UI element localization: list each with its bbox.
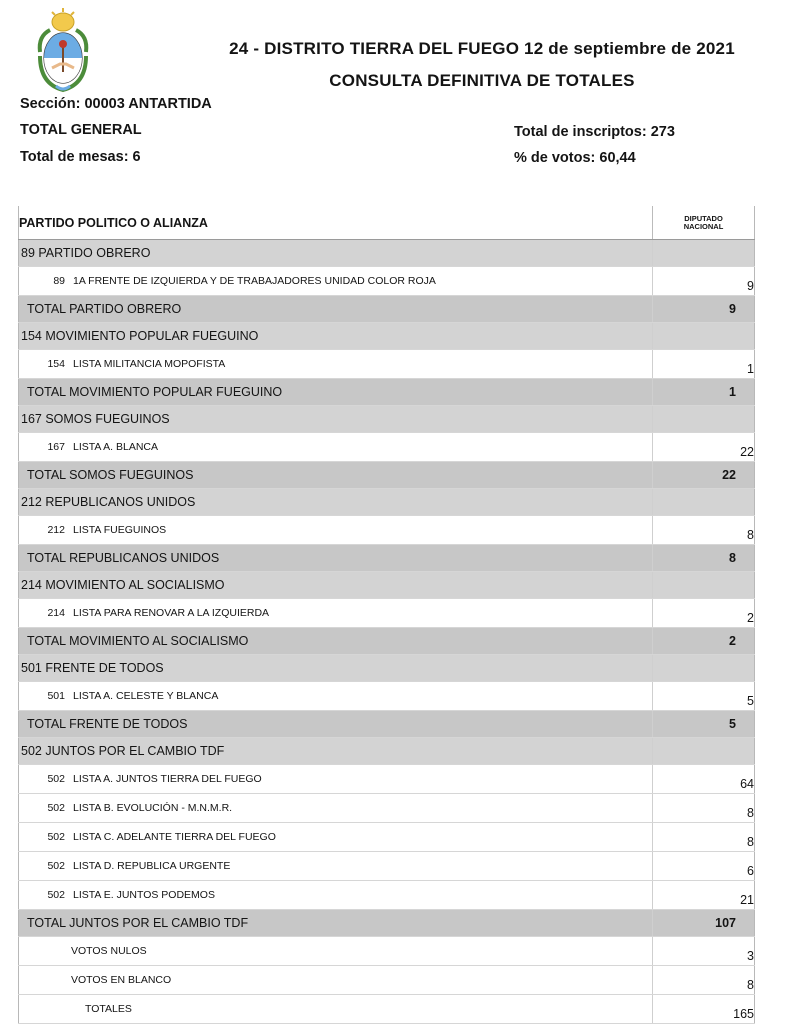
row-name: LISTA PARA RENOVAR A LA IZQUIERDA	[73, 607, 270, 619]
row-name: LISTA D. REPUBLICA URGENTE	[73, 860, 231, 872]
row-name: LISTA A. BLANCA	[73, 441, 159, 453]
row-name: LISTA A. CELESTE Y BLANCA	[73, 690, 219, 702]
row-name-cell	[19, 852, 653, 881]
row-votes: 6	[653, 852, 755, 881]
row-name-cell	[19, 350, 653, 379]
party-row	[19, 323, 755, 350]
row-name: TOTAL REPUBLICANOS UNIDOS	[27, 551, 220, 565]
row-name-cell	[19, 910, 653, 937]
row-name-cell	[19, 545, 653, 572]
row-name-cell	[19, 655, 653, 682]
list-code: 501	[47, 690, 65, 702]
results-table	[18, 206, 755, 1024]
row-name: 501 FRENTE DE TODOS	[21, 661, 164, 675]
row-name-cell	[19, 966, 653, 995]
row-name: 212 REPUBLICANOS UNIDOS	[21, 495, 196, 509]
party-row	[19, 655, 755, 682]
row-name: TOTAL MOVIMIENTO POPULAR FUEGUINO	[27, 385, 283, 399]
list-code: 154	[47, 358, 65, 370]
row-votes: 8	[653, 516, 755, 545]
row-name: 154 MOVIMIENTO POPULAR FUEGUINO	[21, 329, 259, 343]
row-votes	[653, 655, 755, 682]
row-votes: 3	[653, 937, 755, 966]
seccion-label: Sección: 00003 ANTARTIDA	[20, 96, 212, 112]
row-name-cell	[19, 433, 653, 462]
row-name: LISTA C. ADELANTE TIERRA DEL FUEGO	[73, 831, 276, 843]
list-code: 167	[47, 441, 65, 453]
list-row	[19, 433, 755, 462]
row-name: VOTOS NULOS	[71, 945, 147, 957]
row-votes	[653, 406, 755, 433]
total-row	[19, 545, 755, 572]
row-name: TOTAL PARTIDO OBRERO	[27, 302, 182, 316]
pct-votos-label: % de votos: 60,44	[514, 150, 636, 166]
row-name-cell	[19, 937, 653, 966]
party-row	[19, 738, 755, 765]
row-name-cell	[19, 572, 653, 599]
list-row	[19, 881, 755, 910]
row-name: TOTALES	[85, 1003, 132, 1015]
row-name-cell	[19, 489, 653, 516]
total-mesas-label: Total de mesas: 6	[20, 149, 141, 165]
party-row	[19, 572, 755, 599]
row-name: LISTA MILITANCIA MOPOFISTA	[73, 358, 226, 370]
list-row	[19, 852, 755, 881]
header-diputado-nacional	[653, 206, 755, 240]
list-code: 212	[47, 524, 65, 536]
row-name: 167 SOMOS FUEGUINOS	[21, 412, 170, 426]
row-name: TOTAL JUNTOS POR EL CAMBIO TDF	[27, 916, 249, 930]
header-diputado-nacional-label: DIPUTADO NACIONAL	[683, 213, 724, 231]
row-name-cell	[19, 765, 653, 794]
row-name: 1A FRENTE DE IZQUIERDA Y DE TRABAJADORES UNIDAD COLOR ROJA	[73, 275, 436, 287]
row-name-cell	[19, 267, 653, 296]
total-inscriptos-label: Total de inscriptos: 273	[514, 124, 675, 140]
row-name-cell	[19, 379, 653, 406]
row-name-cell	[19, 406, 653, 433]
report-title: 24 - DISTRITO TIERRA DEL FUEGO 12 de septiembre de 2021	[229, 39, 735, 58]
list-row	[19, 682, 755, 711]
row-votes: 22	[653, 462, 755, 489]
row-name: TOTAL SOMOS FUEGUINOS	[27, 468, 194, 482]
list-code: 502	[47, 889, 65, 901]
summary-row	[19, 937, 755, 966]
row-name-cell	[19, 881, 653, 910]
row-votes	[653, 572, 755, 599]
row-votes	[653, 240, 755, 267]
row-name-cell	[19, 738, 653, 765]
row-name: LISTA B. EVOLUCIÓN - M.N.M.R.	[73, 802, 233, 814]
row-name: VOTOS EN BLANCO	[71, 974, 172, 986]
row-name-cell	[19, 628, 653, 655]
summary-row	[19, 966, 755, 995]
row-name: 214 MOVIMIENTO AL SOCIALISMO	[21, 578, 225, 592]
party-row	[19, 406, 755, 433]
row-votes: 107	[653, 910, 755, 937]
header-party: PARTIDO POLITICO O ALIANZA	[19, 206, 653, 240]
row-votes: 5	[653, 682, 755, 711]
row-name-cell	[19, 462, 653, 489]
total-general-label: TOTAL GENERAL	[20, 122, 142, 138]
total-row	[19, 628, 755, 655]
row-votes: 22	[653, 433, 755, 462]
row-name-cell	[19, 516, 653, 545]
party-row	[19, 240, 755, 267]
row-votes: 9	[653, 296, 755, 323]
list-code: 214	[47, 607, 65, 619]
row-name: LISTA E. JUNTOS PODEMOS	[73, 889, 215, 901]
row-name-cell	[19, 323, 653, 350]
list-code: 502	[47, 802, 65, 814]
row-name: 89 PARTIDO OBRERO	[21, 246, 151, 260]
row-name-cell	[19, 995, 653, 1024]
total-row	[19, 462, 755, 489]
row-votes: 8	[653, 966, 755, 995]
row-votes: 165	[653, 995, 755, 1024]
row-name-cell	[19, 823, 653, 852]
row-name: TOTAL MOVIMIENTO AL SOCIALISMO	[27, 634, 249, 648]
list-code: 502	[47, 860, 65, 872]
list-code: 502	[47, 773, 65, 785]
list-row	[19, 823, 755, 852]
row-votes: 9	[653, 267, 755, 296]
row-votes	[653, 489, 755, 516]
list-row	[19, 794, 755, 823]
total-row	[19, 296, 755, 323]
total-row	[19, 910, 755, 937]
row-votes	[653, 738, 755, 765]
row-name-cell	[19, 794, 653, 823]
argentina-coat-of-arms-icon	[34, 6, 92, 94]
row-votes: 1	[653, 350, 755, 379]
total-row	[19, 379, 755, 406]
report-subtitle: CONSULTA DEFINITIVA DE TOTALES	[329, 71, 635, 90]
list-code: 502	[47, 831, 65, 843]
row-name: LISTA FUEGUINOS	[73, 524, 167, 536]
row-votes: 8	[653, 545, 755, 572]
summary-row	[19, 995, 755, 1024]
table-header	[19, 206, 755, 240]
row-name-cell	[19, 682, 653, 711]
row-name: LISTA A. JUNTOS TIERRA DEL FUEGO	[73, 773, 262, 785]
total-row	[19, 711, 755, 738]
row-votes: 2	[653, 599, 755, 628]
row-name-cell	[19, 296, 653, 323]
list-row	[19, 599, 755, 628]
list-row	[19, 765, 755, 794]
party-row	[19, 489, 755, 516]
list-row	[19, 267, 755, 296]
row-votes: 2	[653, 628, 755, 655]
row-name-cell	[19, 599, 653, 628]
list-row	[19, 516, 755, 545]
row-name-cell	[19, 711, 653, 738]
row-votes: 5	[653, 711, 755, 738]
list-code: 89	[53, 275, 65, 287]
row-votes: 8	[653, 794, 755, 823]
row-name: TOTAL FRENTE DE TODOS	[27, 717, 188, 731]
row-votes: 21	[653, 881, 755, 910]
results-body	[19, 240, 755, 1024]
row-votes: 1	[653, 379, 755, 406]
row-votes	[653, 323, 755, 350]
list-row	[19, 350, 755, 379]
row-votes: 64	[653, 765, 755, 794]
row-votes: 8	[653, 823, 755, 852]
row-name-cell	[19, 240, 653, 267]
row-name: 502 JUNTOS POR EL CAMBIO TDF	[21, 744, 225, 758]
